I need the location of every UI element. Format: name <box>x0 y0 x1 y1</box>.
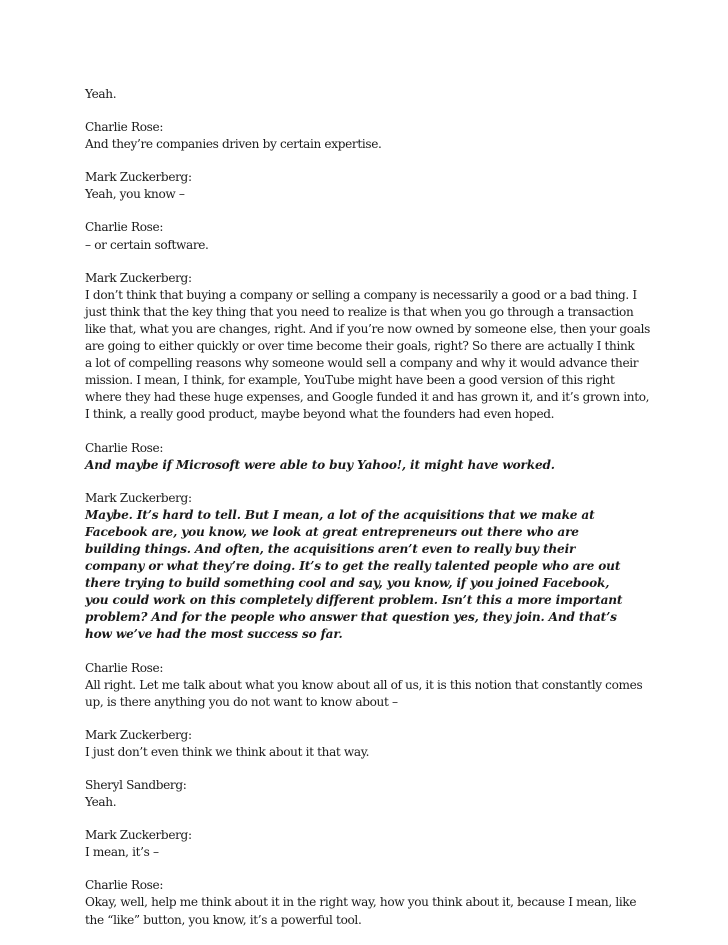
speaker-name: Mark Zuckerberg: <box>85 490 192 505</box>
dialogue-line: like that, what you are changes, right. And if you’re now owned by someone else, then your goals <box>85 321 650 336</box>
dialogue-line: mission. I mean, I think, for example, YouTube might have been a good version of this right <box>85 373 615 388</box>
speaker-name: Sheryl Sandberg: <box>85 778 187 792</box>
transcript-block <box>85 490 645 644</box>
speaker-name: Mark Zuckerberg: <box>85 727 192 742</box>
transcript-block <box>85 877 645 928</box>
dialogue-line: where they had these huge expenses, and Google funded it and has grown it, and it’s grown into, <box>85 390 650 405</box>
dialogue-line: Maybe. It’s hard to tell. But I mean, a lot of the acquisitions that we make at <box>85 507 595 522</box>
dialogue-line: I think, a really good product, maybe beyond what the founders had even hoped. <box>85 407 555 422</box>
speaker-name: Mark Zuckerberg: <box>85 270 192 285</box>
dialogue-line: are going to either quickly or over time become their goals, right? So there are actually I think <box>85 339 635 354</box>
speaker-name: Charlie Rose: <box>85 220 164 235</box>
transcript-block <box>85 777 645 811</box>
transcript-block <box>85 169 645 203</box>
dialogue-line: All right. Let me talk about what you know about all of us, it is this notion that constantly comes <box>85 677 643 692</box>
document-page <box>85 86 650 945</box>
transcript-block <box>85 86 645 103</box>
speaker-name: Charlie Rose: <box>85 120 164 135</box>
dialogue-line: problem? And for the people who answer that question yes, they join. And that’s <box>85 610 617 625</box>
dialogue-line: a lot of compelling reasons why someone would sell a company and why it would advance their <box>85 356 639 371</box>
dialogue-line: Yeah. <box>85 795 117 810</box>
transcript-block <box>85 727 645 761</box>
dialogue-line: just think that the key thing that you need to realize is that when you go through a transaction <box>85 304 634 319</box>
transcript-block <box>85 270 650 424</box>
dialogue-line: the “like” button, you know, it’s a powerful tool. <box>85 912 362 927</box>
dialogue-line: building things. And often, the acquisitions aren’t even to really buy their <box>85 541 576 556</box>
speaker-name: Charlie Rose: <box>85 440 164 455</box>
dialogue-line: you could work on this completely different problem. Isn’t this a more important <box>85 593 623 608</box>
dialogue-line: Facebook are, you know, we look at great entrepreneurs out there who are <box>85 524 579 539</box>
dialogue-line: – or certain software. <box>85 237 209 252</box>
dialogue-line: Yeah, you know – <box>85 187 185 202</box>
dialogue-line: up, is there anything you do not want to know about – <box>85 694 398 709</box>
dialogue-line: company or what they’re doing. It’s to get the really talented people who are out <box>85 559 621 574</box>
dialogue-line: I don’t think that buying a company or selling a company is necessarily a good or a bad thing. I <box>85 287 637 302</box>
speaker-name: Mark Zuckerberg: <box>85 170 192 185</box>
transcript-block <box>85 440 645 474</box>
transcript-block <box>85 219 645 253</box>
speaker-name: Charlie Rose: <box>85 878 164 893</box>
transcript-block <box>85 660 645 711</box>
dialogue-line: I mean, it’s – <box>85 845 159 860</box>
dialogue-line: And they’re companies driven by certain expertise. <box>85 137 382 152</box>
transcript-block <box>85 827 645 861</box>
dialogue-line: there trying to build something cool and say, you know, if you joined Facebook, <box>85 576 610 591</box>
dialogue-line: Okay, well, help me think about it in the right way, how you think about it, because I mean, like <box>85 895 637 910</box>
dialogue-line: Yeah. <box>85 87 117 101</box>
dialogue-line: I just don’t even think we think about it that way. <box>85 744 370 759</box>
transcript-block <box>85 119 645 153</box>
dialogue-line: how we’ve had the most success so far. <box>85 627 343 642</box>
speaker-name: Charlie Rose: <box>85 660 164 675</box>
dialogue-line: And maybe if Microsoft were able to buy Yahoo!, it might have worked. <box>85 457 555 472</box>
speaker-name: Mark Zuckerberg: <box>85 828 192 843</box>
